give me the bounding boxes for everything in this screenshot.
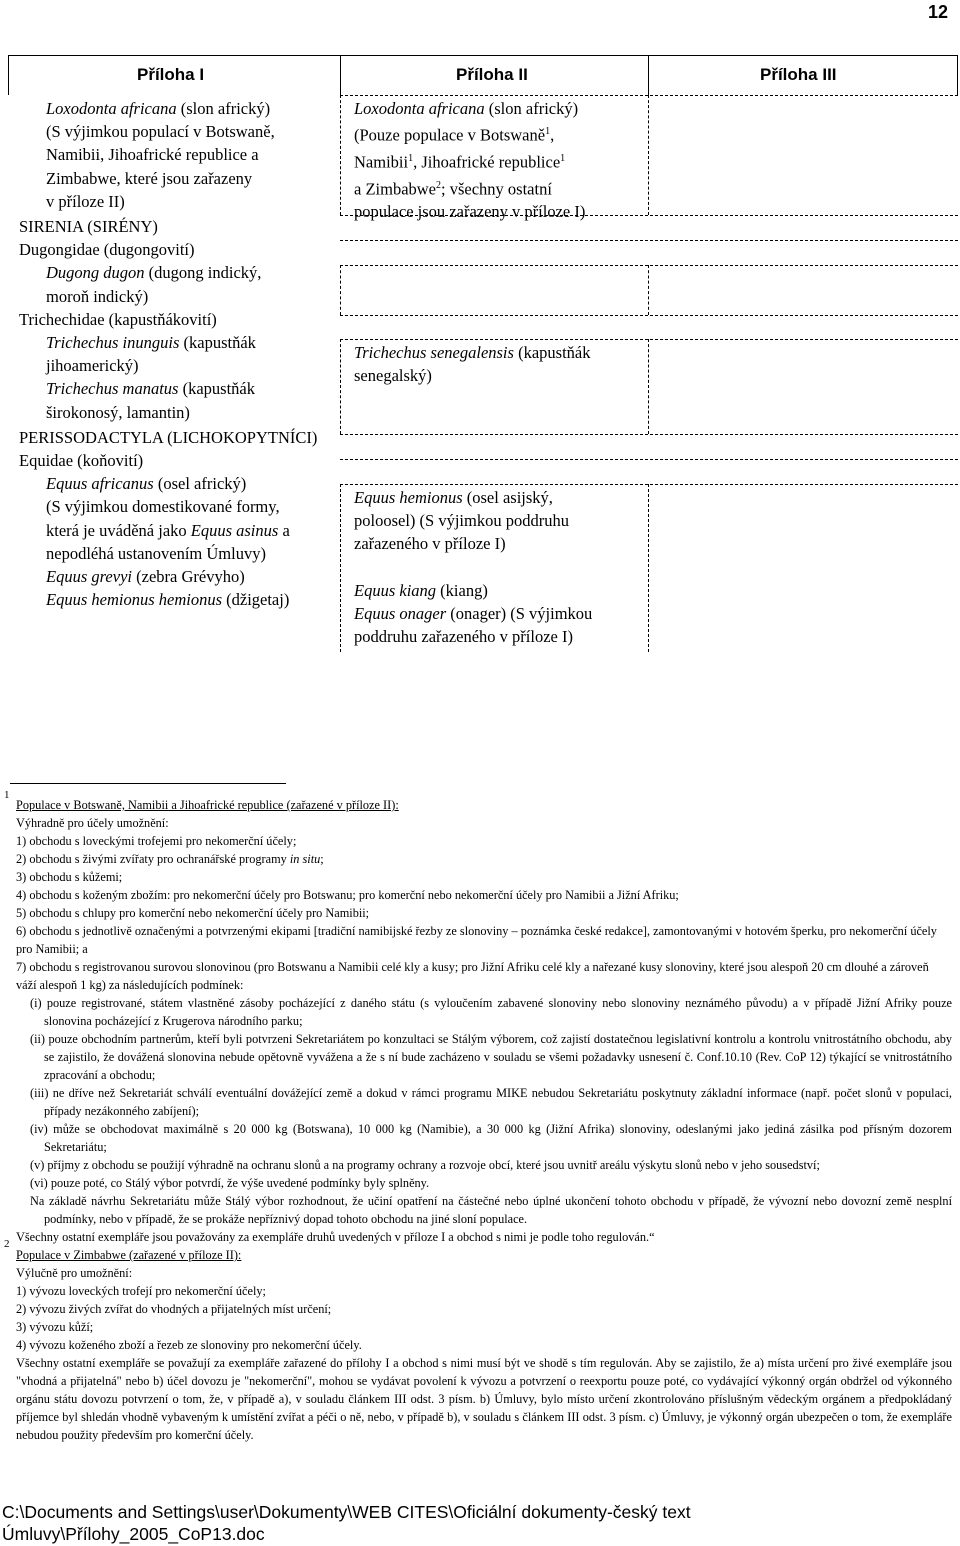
order-sirenia: SIRENIA (SIRÉNY)	[19, 217, 158, 237]
row-divider	[340, 315, 958, 316]
row-divider	[340, 339, 958, 340]
appendix-1-entries: Loxodonta africana (slon africký) (S výjimkou populací v Botswaně, Namibii, Jihoafrické republice a Zimbabwe, které jsou zařazeny v příloze II) SIRENIA (SIRÉNY) Dugongidae (dugongovití) Dugong dugon (dugong indický, moroň indický) Trichechidae (kapustňákovití) Trichechus inunguis (kapustňák jihoamerický) Trichechus manatus (kapustňák širokonosý, lamantin) PERISSODACTYLA (LICHOKOPYTNÍCI) Equidae (koňovití) Equus africanus (osel africký) (S výjimkou domestikované formy, která je uváděná jako Equus asinus a nepodléhá ustanovením Úmluvy) Equus grevyi (zebra Grévyho) Equus hemionus hemionus (džigetaj)	[19, 97, 317, 611]
row-divider	[340, 484, 958, 485]
entry-equus-africanus: Equus africanus (osel africký)	[46, 474, 247, 494]
family-trichechidae: Trichechidae (kapustňákovití)	[19, 309, 217, 329]
header-appendix-2: Příloha II	[456, 65, 528, 84]
row-divider	[340, 459, 958, 460]
col-divider-dashed	[648, 95, 649, 215]
col-divider-dashed	[340, 484, 341, 652]
entry-loxodonta-ii: Loxodonta africana (slon africký)	[354, 99, 579, 118]
header-appendix-3: Příloha III	[760, 65, 837, 84]
entry-equus-grevyi: Equus grevyi (zebra Grévyho)	[46, 567, 245, 587]
col-divider-dashed	[340, 265, 341, 315]
row-divider	[340, 95, 958, 96]
entry-trichechus-manatus: Trichechus manatus (kapustňák	[46, 379, 255, 399]
footnote-1: Populace v Botswaně, Namibii a Jihoafrické republice (zařazené v příloze II): Výhradně pro účely umožnění: 1) obchodu s loveckými trofejemi pro nekomerční účely; 2) obchodu s živými zvířaty pro ochranářské programy in situ; 3) obchodu s kůžemi; 4) obchodu s koženým zbožím: pro nekomerční účely pro Botswanu; pro komerční nebo nekomerční účely pro Namibii a Jižní Afriku; 5) obchodu s chlupy pro komerční nebo nekomerční účely pro Namibii; 6) obchodu s jednotlivě označenými a potvrzenými ekipami [tradiční namibijské řezby ze slonoviny – poznámka české redakce], zamontovanými v hotovém šperku, pro nekomerční účely pro Namibii; a 7) obchodu s registrovanou surovou slonovinou (pro Botswanu a Namibii celé kly a kusy; pro Jižní Afriku celé kly a nařezané kusy slonoviny, které jsou alespoň 20 cm dlouhé a zároveň váží alespoň 1 kg) za následujících podmínek: (i) pouze registrované, státem vlastněné zásoby pocházející z daného státu (s vyloučením zabavené slonoviny nebo slonoviny neznámého původu) a v případě Jižní Afriky pouze slonovina pocházející z Krugerova národního parku; (ii) pouze obchodním partnerům, kteří byli potvrzeni Sekretariátem po konzultaci se Stálým výborem, což zajistí dostatečnou legislativní kontrolu a kontrolu vnitrostátního obchodu, aby se zajistilo, že dovážená slonovina nebude opětovně vyvážena a že s ní bude zacházeno v souladu se všemi požadavky usnesení č. Conf.10.10 (Rev. CoP 12) týkající se vnitrostátního zpracování a obchodu; (iii) ne dříve než Sekretariát schválí eventuální dovážející země a dokud v rámci programu MIKE nebudou Sekretariátu poskytnuty základní informace (např. počet slonů v populaci, případy nezákonného zabíjení); (iv) může se obchodovat maximálně s 20 000 kg (Botswana), 10 000 kg (Namibie), a 30 000 kg (Jižní Afrika) slonoviny, odeslanými jako jediná zásilka pod přísným dozorem Sekretariátu; (v) příjmy z obchodu se použijí výhradně na ochranu slonů a na programy ochrany a rozvoje obcí, které jsou uvnitř areálu výskytu slonů nebo v jeho sousedství; (vi) pouze poté, co Stálý výbor potvrdí, že výše uvedené podmínky byly splněny. Na základě návrhu Sekretariátu může Stálý výbor rozhodnout, že učiní opatření na částečné nebo úplné ukončení tohoto obchodu v případě, že vývozní nebo dovozní země nesplní podmínky, nebo v případě, že se prokáže nepříznivý dopad tohoto obchodu na jiné sloní populace. Všechny ostatní exempláře jsou považovány za exempláře druhů uvedených v příloze I a obchod s nimi je podle toho regulován.“	[16, 798, 952, 1244]
col-divider-dashed	[648, 265, 649, 315]
header-appendix-1: Příloha I	[137, 65, 205, 84]
row-divider	[340, 265, 958, 266]
entry-dugong: Dugong dugon (dugong indický,	[46, 263, 262, 283]
entry-trichechus-senegalensis: Trichechus senegalensis (kapustňák senegalský)	[354, 343, 591, 386]
col-divider-dashed	[648, 339, 649, 434]
page-number: 12	[927, 2, 948, 22]
col-divider-dashed	[340, 95, 341, 215]
order-perissodactyla: PERISSODACTYLA (LICHOKOPYTNÍCI)	[19, 427, 318, 447]
entry-loxodonta: Loxodonta africana (slon africký)	[46, 99, 271, 118]
entry-trichechus-inunguis: Trichechus inunguis (kapustňák	[46, 333, 256, 353]
entry-equus-kiang: Equus kiang (kiang)	[354, 580, 488, 600]
footnote-2: Populace v Zimbabwe (zařazené v příloze II): Výlučně pro umožnění: 1) vývozu loveckých trofejí pro nekomerční účely; 2) vývozu živých zvířat do vhodných a přijatelných míst určení; 3) vývozu kůží; 4) vývozu koženého zboží a řezeb ze slonoviny pro nekomerční účely. Všechny ostatní exempláře se považují za exempláře zařazené do přílohy I a obchod s nimi musí být ve shodě s tím regulován. Aby se zajistilo, že a) místa určení pro živé exempláře jsou "vhodná a přijatelná" nebo b) účel dovozu je "nekomerční", mohou se vydávat povolení k vývozu a potvrzení o reexportu pouze poté, co vydávající výkonný orgán obdržel od výkonného orgánu státu dovozu potvrzení o tom, že, v případě a), v souladu článkem III odst. 3 písm. b) Úmluvy, bylo místo určení zkontrolováno příslušným vědeckým orgánem a předpokládaný příjemce byl shledán vhodně vybaveným k umístění zvířat a péči o ně, nebo, v případě b), v souladu s článkem III odst. 3 písm. c) Úmluvy, je výkonný orgán ubezpečen o tom, že exempláře nebudou použity především pro komerční účely.	[16, 1248, 952, 1442]
col-divider-dashed	[648, 484, 649, 652]
footnote-separator	[10, 783, 286, 784]
entry-equus-onager: Equus onager (onager) (S výjimkou	[354, 603, 593, 623]
entry-equus-hemionus: Equus hemionus (osel asijský, poloosel) (S výjimkou poddruhu zařazeného v příloze I) Equus kiang (kiang) Equus onager (onager) (S výjimkou poddruhu zařazeného v příloze I)	[354, 488, 593, 647]
col-divider-dashed	[340, 339, 341, 434]
file-path: C:\Documents and Settings\user\Dokumenty\WEB CITES\Oficiální dokumenty-český text Úmluvy\Přílohy_2005_CoP13.doc	[2, 1502, 691, 1544]
footnote-2-marker: 2	[4, 1238, 10, 1250]
footnote-1-marker: 1	[4, 789, 10, 801]
row-divider	[340, 434, 958, 435]
entry-equus-hemionus-hemionus: Equus hemionus hemionus (džigetaj)	[46, 590, 290, 610]
row-divider	[340, 240, 958, 241]
table-header	[0, 55, 960, 95]
appendix-2-entries: Loxodonta africana (slon africký) (Pouze populace v Botswaně$^1$, Namibii$^1$, Jihoafrické republice$^1$ a Zimbabwe$^2$; všechny ostatní populace jsou zařazeny v příloze I)	[354, 99, 586, 222]
family-dugongidae: Dugongidae (dugongovití)	[19, 240, 195, 260]
family-equidae: Equidae (koňovití)	[19, 451, 144, 471]
